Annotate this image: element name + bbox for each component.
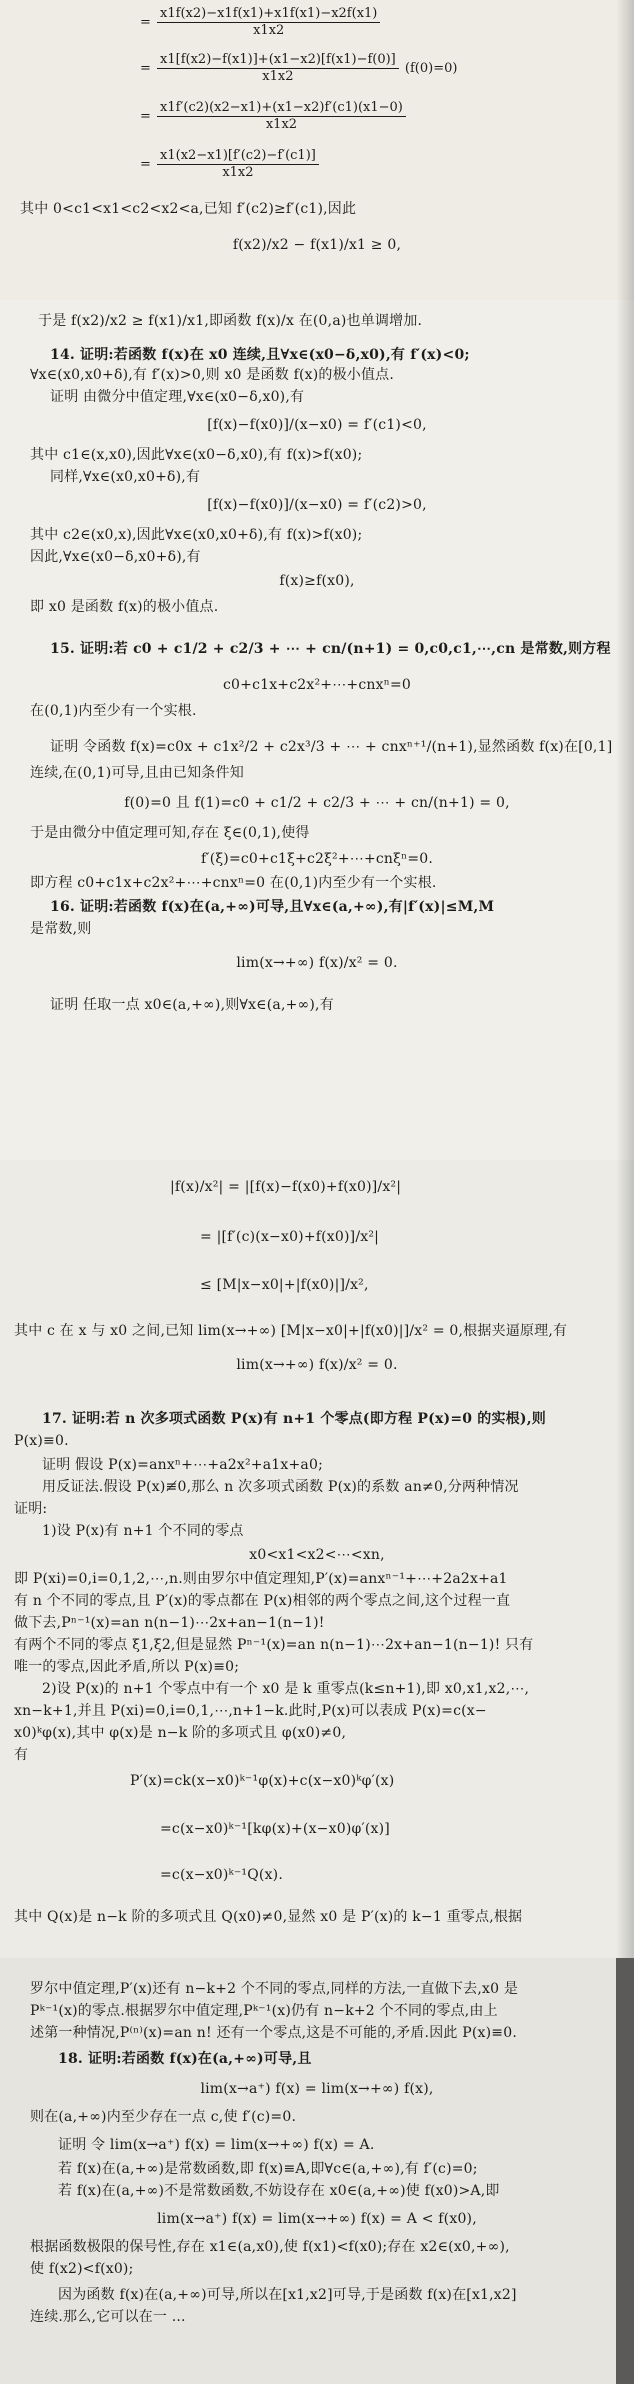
equation: P′(x)=ck(x−x0)ᵏ⁻¹φ(x)+c(x−x0)ᵏφ′(x) bbox=[130, 1773, 395, 1789]
text-line: 根据函数极限的保号性,存在 x1∈(a,x0),使 f(x1)<f(x0);存在 x2∈(x0,+∞), bbox=[30, 2239, 510, 2255]
equation: f(0)=0 且 f(1)=c0 + c1/2 + c2/3 + ⋯ + cn/(n+1) = 0, bbox=[124, 795, 510, 811]
text-line: 于是由微分中值定理可知,存在 ξ∈(0,1),使得 bbox=[30, 825, 310, 841]
text-line: 若 f(x)在(a,+∞)不是常数函数,不妨设存在 x0∈(a,+∞)使 f(x0)>A,即 bbox=[58, 2183, 500, 2199]
equation: |f(x)/x²| = |[f(x)−f(x0)+f(x0)]/x²| bbox=[170, 1179, 402, 1195]
text-line: 其中 c 在 x 与 x0 之间,已知 lim(x→+∞) [M|x−x0|+|f(x0)|]/x² = 0,根据夹逼原理,有 bbox=[14, 1323, 568, 1339]
text-line: 即 x0 是函数 f(x)的极小值点. bbox=[30, 599, 219, 615]
text-line: 有 bbox=[14, 1747, 29, 1763]
eq-denominator: x1x2 bbox=[265, 117, 298, 132]
eq-denominator: x1x2 bbox=[222, 165, 254, 180]
text-line: 是常数,则 bbox=[30, 921, 92, 937]
text-line: x0)ᵏφ(x),其中 φ(x)是 n−k 阶的多项式且 φ(x0)≠0, bbox=[14, 1725, 347, 1741]
problem-15-heading: 15. 证明:若 c0 + c1/2 + c2/3 + ⋯ + cn/(n+1) = 0,c0,c1,⋯,cn 是常数,则方程 bbox=[50, 641, 611, 657]
segment-middle bbox=[0, 300, 634, 1160]
text-line: 其中 0<c1<x1<c2<x2<a,已知 f′(c2)≥f′(c1),因此 bbox=[20, 201, 357, 217]
equation-line-4: = $\frac{x1(x2-x1)[f'(c2)-f'(c1)]}{x1x2}$ bbox=[140, 148, 321, 181]
equation: f(x)≥f(x0), bbox=[279, 573, 355, 589]
eq-numerator: x1f′(c2)(x2−x1)+(x1−x2)f′(c1)(x1−0) bbox=[157, 100, 406, 117]
text-line: 若 f(x)在(a,+∞)是常数函数,即 f(x)≡A,即∀c∈(a,+∞),有 f′(c)=0; bbox=[58, 2161, 478, 2177]
proof-start: 证明 假设 P(x)=anxⁿ+⋯+a2x²+a1x+a0; bbox=[42, 1457, 323, 1473]
equation-line-3: = $\frac{x1f'(c2)(x2-x1)+(x1-x2)f'(c1)(x1-0)}{x1x2}$ bbox=[140, 100, 408, 133]
equation: lim(x→a⁺) f(x) = lim(x→+∞) f(x) = A < f(x0), bbox=[157, 2211, 477, 2227]
text-line: 2)设 P(x)的 n+1 个零点中有一个 x0 是 k 重零点(k≤n+1),即 x0,x1,x2,⋯, bbox=[42, 1681, 530, 1697]
proof-start: 证明 由微分中值定理,∀x∈(x0−δ,x0),有 bbox=[50, 389, 305, 405]
eq-numerator: x1f(x2)−x1f(x1)+x1f(x1)−x2f(x1) bbox=[157, 6, 380, 23]
text-line: 有两个不同的零点 ξ1,ξ2,但是显然 Pⁿ⁻¹(x)=an n(n−1)⋯2x+an−1(n−1)! 只有 bbox=[14, 1637, 534, 1653]
eq-numerator: x1(x2−x1)[f′(c2)−f′(c1)] bbox=[157, 148, 319, 165]
text-line: 用反证法.假设 P(x)≢0,那么 n 次多项式函数 P(x)的系数 an≠0,分两种情况 bbox=[42, 1479, 519, 1495]
text-line: 罗尔中值定理,P′(x)还有 n−k+2 个不同的零点,同样的方法,一直做下去,x0 是 bbox=[30, 1981, 519, 1997]
page-edge-dark bbox=[616, 1958, 634, 2384]
equation-line-2: = $\frac{x1[f(x2)-f(x1)]+(x1-x2)[f(x1)-f(0)]}{x1x2}$ (f(0)=0) bbox=[140, 52, 458, 84]
text-line: 即方程 c0+c1x+c2x²+⋯+cnxⁿ=0 在(0,1)内至少有一个实根. bbox=[30, 875, 437, 891]
problem-17-heading: 17. 证明:若 n 次多项式函数 P(x)有 n+1 个零点(即方程 P(x)=0 的实根),则 bbox=[42, 1411, 546, 1427]
eq-denominator: x1x2 bbox=[253, 23, 285, 38]
equation-line-1: = $\frac{x1f(x2)-x1f(x1)+x1f(x1)-x2f(x1)}{x1x2}$ bbox=[140, 6, 382, 39]
proof-start: 证明 任取一点 x0∈(a,+∞),则∀x∈(a,+∞),有 bbox=[50, 997, 334, 1013]
segment-bottom bbox=[0, 1958, 634, 2384]
equation: f′(ξ)=c0+c1ξ+c2ξ²+⋯+cnξⁿ=0. bbox=[200, 851, 434, 867]
text-line: 于是 f(x2)/x2 ≥ f(x1)/x1,即函数 f(x)/x 在(0,a)也单调增加. bbox=[38, 313, 423, 329]
eq-denominator: x1x2 bbox=[262, 69, 294, 84]
text-line: Pᵏ⁻¹(x)的零点.根据罗尔中值定理,Pᵏ⁻¹(x)仍有 n−k+2 个不同的零点,由上 bbox=[30, 2003, 498, 2019]
text-line: 唯一的零点,因此矛盾,所以 P(x)≡0; bbox=[14, 1659, 240, 1675]
text-line: ∀x∈(x0,x0+δ),有 f′(x)>0,则 x0 是函数 f(x)的极小值点. bbox=[30, 367, 395, 383]
equation: =c(x−x0)ᵏ⁻¹[kφ(x)+(x−x0)φ′(x)] bbox=[160, 1821, 390, 1837]
equation: x0<x1<x2<⋯<xn, bbox=[249, 1547, 385, 1563]
equation: lim(x→a⁺) f(x) = lim(x→+∞) f(x), bbox=[200, 2081, 434, 2097]
text-line: 在(0,1)内至少有一个实根. bbox=[30, 703, 197, 719]
problem-14-heading: 14. 证明:若函数 f(x)在 x0 连续,且∀x∈(x0−δ,x0),有 f′(x)<0; bbox=[50, 347, 470, 363]
text-line: 其中 c1∈(x,x0),因此∀x∈(x0−δ,x0),有 f(x)>f(x0); bbox=[30, 447, 363, 463]
equation: lim(x→+∞) f(x)/x² = 0. bbox=[236, 1357, 398, 1373]
proof-start: 证明 令函数 f(x)=c0x + c1x²/2 + c2x³/3 + ⋯ + cnxⁿ⁺¹/(n+1),显然函数 f(x)在[0,1] bbox=[50, 739, 613, 755]
text-line: 同样,∀x∈(x0,x0+δ),有 bbox=[50, 469, 201, 485]
text-line: 连续.那么,它可以在一 ... bbox=[30, 2309, 186, 2325]
text-line: 1)设 P(x)有 n+1 个不同的零点 bbox=[42, 1523, 244, 1539]
text-line: 述第一种情况,P⁽ⁿ⁾(x)=an n! 还有一个零点,这是不可能的,矛盾.因此 P(x)≡0. bbox=[30, 2025, 517, 2041]
eq-numerator: x1[f(x2)−f(x1)]+(x1−x2)[f(x1)−f(0)] bbox=[157, 52, 399, 69]
segment-top bbox=[0, 0, 634, 300]
text-line: xn−k+1,并且 P(xi)=0,i=0,1,⋯,n+1−k.此时,P(x)可以表成 P(x)=c(x− bbox=[14, 1703, 487, 1719]
equation: = |[f′(c)(x−x0)+f(x0)]/x²| bbox=[200, 1229, 380, 1245]
text-line: 即 P(xi)=0,i=0,1,2,⋯,n.则由罗尔中值定理知,P′(x)=anxⁿ⁻¹+⋯+2a2x+a1 bbox=[14, 1571, 508, 1587]
text-line: 因此,∀x∈(x0−δ,x0+δ),有 bbox=[30, 549, 201, 565]
text-line: P(x)≡0. bbox=[14, 1433, 69, 1449]
equation: [f(x)−f(x0)]/(x−x0) = f′(c2)>0, bbox=[207, 497, 427, 513]
text-line: 连续,在(0,1)可导,且由已知条件知 bbox=[30, 765, 244, 781]
equation: c0+c1x+c2x²+⋯+cnxⁿ=0 bbox=[222, 677, 412, 693]
text-line: 其中 Q(x)是 n−k 阶的多项式且 Q(x0)≠0,显然 x0 是 P′(x)的 k−1 重零点,根据 bbox=[14, 1909, 523, 1925]
text-line: 使 f(x2)<f(x0); bbox=[30, 2261, 134, 2277]
problem-16-heading: 16. 证明:若函数 f(x)在(a,+∞)可导,且∀x∈(a,+∞),有|f′(x)|≤M,M bbox=[50, 899, 495, 915]
proof-start: 证明 令 lim(x→a⁺) f(x) = lim(x→+∞) f(x) = A. bbox=[58, 2137, 375, 2153]
equation: lim(x→+∞) f(x)/x² = 0. bbox=[236, 955, 398, 971]
segment-lower bbox=[0, 1160, 634, 1958]
text-line: 有 n 个不同的零点,且 P′(x)的零点都在 P(x)相邻的两个零点之间,这个过程一直 bbox=[14, 1593, 511, 1609]
equation: f(x2)/x2 − f(x1)/x1 ≥ 0, bbox=[232, 237, 402, 253]
text-line: 则在(a,+∞)内至少存在一点 c,使 f′(c)=0. bbox=[30, 2109, 297, 2125]
eq-tail: (f(0)=0) bbox=[404, 61, 458, 76]
equation: ≤ [M|x−x0|+|f(x0)|]/x², bbox=[200, 1277, 369, 1293]
equation: =c(x−x0)ᵏ⁻¹Q(x). bbox=[160, 1867, 283, 1883]
equation: [f(x)−f(x0)]/(x−x0) = f′(c1)<0, bbox=[207, 417, 427, 433]
text-line: 证明: bbox=[14, 1501, 48, 1517]
problem-18-heading: 18. 证明:若函数 f(x)在(a,+∞)可导,且 bbox=[58, 2051, 312, 2067]
text-line: 其中 c2∈(x0,x),因此∀x∈(x0,x0+δ),有 f(x)>f(x0); bbox=[30, 527, 363, 543]
text-line: 因为函数 f(x)在(a,+∞)可导,所以在[x1,x2]可导,于是函数 f(x)在[x1,x2] bbox=[58, 2287, 517, 2303]
text-line: 做下去,Pⁿ⁻¹(x)=an n(n−1)⋯2x+an−1(n−1)! bbox=[14, 1615, 325, 1631]
